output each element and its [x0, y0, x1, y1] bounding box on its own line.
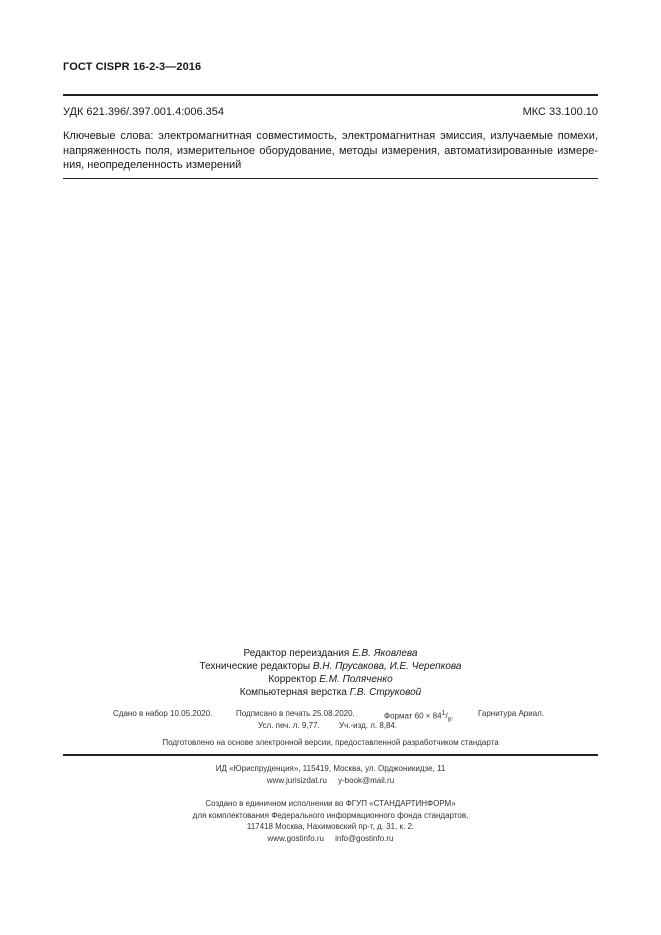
publisher-block [0, 763, 661, 786]
editor-credit [0, 647, 661, 660]
corrector-credit [0, 673, 661, 686]
keywords-line: Ключевые слова: электромагнитная совместимость, электромагнитная эмиссия, излучаемые помехи, [63, 130, 598, 142]
submitted-date: Сдано в набор 10.05.2020. [113, 709, 213, 718]
document-header-title: ГОСТ CISPR 16-2-3—2016 [63, 61, 202, 73]
format-numerator: 1 [441, 710, 446, 717]
printer-line: для комплектования Федерального информационного фонда стандартов, [192, 810, 469, 820]
udk-code: УДК 621.396/.397.001.4:006.354 [63, 106, 225, 118]
keywords-block [63, 129, 598, 173]
signed-date: Подписано в печать 25.08.2020. [236, 709, 355, 718]
publisher-address: ИД «Юриспруденция», 115419, Москва, ул. Орджоникидзе, 11 [215, 764, 446, 773]
layout-label: Компьютерная верстка [239, 687, 347, 698]
top-divider [63, 94, 598, 96]
print-info [0, 708, 661, 732]
printer-email-link[interactable]: info@gostinfo.ru [335, 833, 394, 843]
format-prefix: Формат 60 × 84 [384, 711, 442, 721]
tech-editors-label: Технические редакторы [199, 661, 311, 672]
mks-code: МКС 33.100.10 [522, 106, 598, 118]
tech-editors-credit [0, 660, 661, 673]
keywords-divider [63, 178, 598, 179]
print-format: Формат $60 \times 84^1/_8$. [384, 710, 454, 724]
source-note: Подготовлено на основе электронной версии, предоставленной разработчиком стандарта [162, 738, 499, 747]
editor-label: Редактор переиздания [243, 648, 350, 659]
publisher-site-link[interactable]: www.jurisizdat.ru [266, 775, 327, 785]
print-info-row [0, 720, 661, 732]
printer-site-link[interactable]: www.gostinfo.ru [267, 833, 324, 843]
keywords-line: напряженность поля, измерительное оборудование, методы измерения, автоматизированные измере- [63, 144, 598, 157]
print-info-row [0, 708, 661, 724]
printer-line: Создано в единичном исполнении во ФГУП «СТАНДАРТИНФОРМ» [205, 799, 456, 808]
editor-name: Е.В. Яковлева [352, 648, 418, 659]
layout-name: Г.В. Струковой [349, 687, 422, 698]
publisher-contacts [0, 775, 661, 787]
corrector-label: Корректор [268, 674, 317, 685]
printer-address: 117418 Москва, Нахимовский пр-т, д. 31, к. 2. [246, 822, 415, 831]
printer-block [0, 798, 661, 844]
publisher-email-link[interactable]: y-book@mail.ru [338, 775, 395, 785]
credits-block [0, 647, 661, 699]
tech-editors-names: В.Н. Прусакова, И.Е. Черепкова [312, 661, 462, 672]
corrector-name: Е.М. Поляченко [319, 674, 393, 685]
print-sheets: Усл. печ. л. 9,77. [258, 721, 320, 730]
printer-contacts [0, 833, 661, 845]
layout-credit [0, 686, 661, 699]
publish-sheets: Уч.-изд. л. 8,84. [339, 721, 398, 730]
keywords-line: ния, неопределенность измерений [63, 159, 242, 171]
bottom-divider [63, 754, 598, 756]
typeface: Гарнитура Ариал. [478, 709, 545, 718]
format-denominator: 8 [447, 717, 452, 724]
